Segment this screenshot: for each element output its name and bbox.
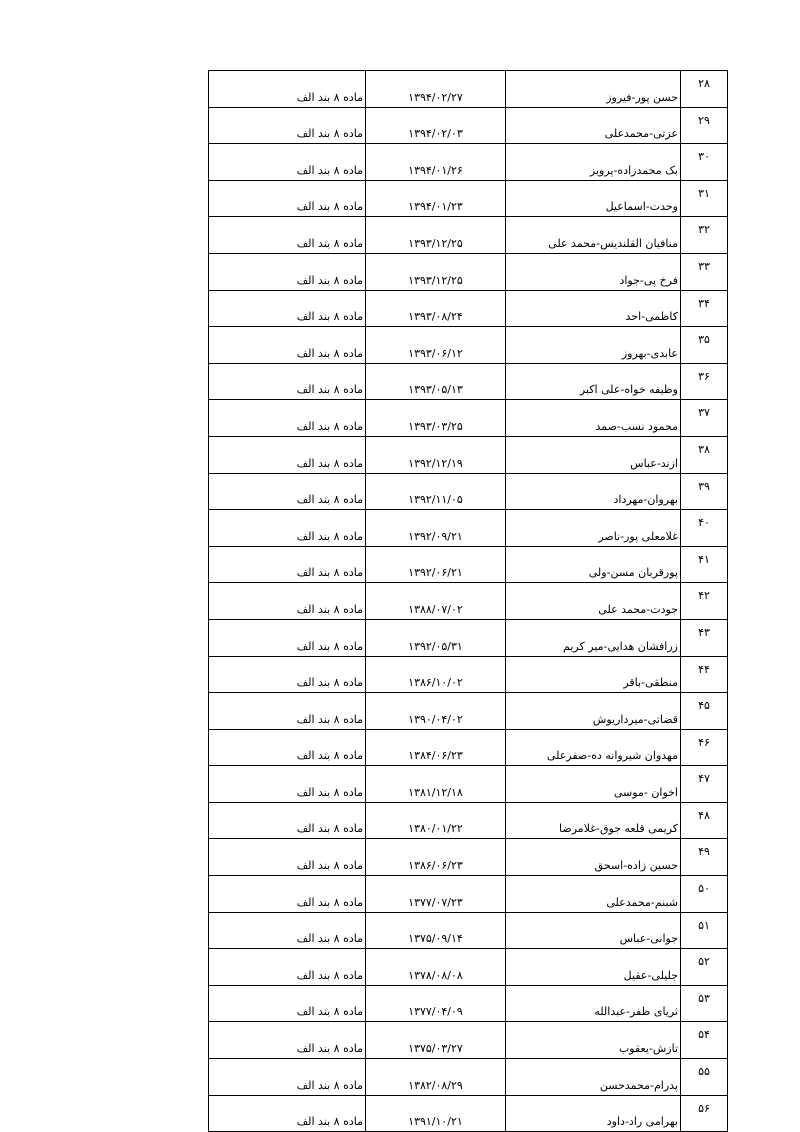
record-date: ۱۳۹۳/۰۵/۱۳ <box>366 363 506 400</box>
records-table-body <box>209 71 728 1132</box>
law-article: ماده ۸ بند الف <box>209 180 366 217</box>
table-row <box>209 876 728 913</box>
law-article: ماده ۸ بند الف <box>209 985 366 1022</box>
record-date: ۱۳۸۰/۰۱/۲۲ <box>366 802 506 839</box>
row-number: ۲۹ <box>681 107 728 144</box>
table-row <box>209 253 728 290</box>
row-number: ۵۱ <box>681 912 728 949</box>
row-number: ۴۳ <box>681 619 728 656</box>
law-article: ماده ۸ بند الف <box>209 839 366 876</box>
person-name: پورقربان مسن-ولی <box>506 546 681 583</box>
row-number: ۵۴ <box>681 1022 728 1059</box>
row-number: ۵۶ <box>681 1095 728 1132</box>
record-date: ۱۳۹۲/۰۹/۲۱ <box>366 510 506 547</box>
row-number: ۴۹ <box>681 839 728 876</box>
table-row <box>209 436 728 473</box>
record-date: ۱۳۹۲/۰۶/۲۱ <box>366 546 506 583</box>
row-number: ۴۰ <box>681 510 728 547</box>
person-name: بک محمدزاده-پرویز <box>506 144 681 181</box>
law-article: ماده ۸ بند الف <box>209 912 366 949</box>
record-date: ۱۳۹۰/۰۴/۰۲ <box>366 693 506 730</box>
record-date: ۱۳۸۸/۰۷/۰۲ <box>366 583 506 620</box>
person-name: کریمی قلعه جوق-غلامرضا <box>506 802 681 839</box>
person-name: حسن پور-فیروز <box>506 71 681 108</box>
table-row <box>209 217 728 254</box>
table-row <box>209 985 728 1022</box>
record-date: ۱۳۷۵/۰۳/۲۷ <box>366 1022 506 1059</box>
law-article: ماده ۸ بند الف <box>209 1095 366 1132</box>
row-number: ۵۲ <box>681 949 728 986</box>
person-name: جوانی-عباس <box>506 912 681 949</box>
row-number: ۵۳ <box>681 985 728 1022</box>
record-date: ۱۳۹۲/۱۱/۰۵ <box>366 473 506 510</box>
law-article: ماده ۸ بند الف <box>209 107 366 144</box>
table-row <box>209 949 728 986</box>
row-number: ۴۷ <box>681 766 728 803</box>
table-row <box>209 656 728 693</box>
record-date: ۱۳۹۳/۰۶/۱۲ <box>366 327 506 364</box>
table-row <box>209 583 728 620</box>
person-name: منطقی-باقر <box>506 656 681 693</box>
table-row <box>209 546 728 583</box>
record-date: ۱۳۹۴/۰۱/۲۳ <box>366 180 506 217</box>
law-article: ماده ۸ بند الف <box>209 583 366 620</box>
record-date: ۱۳۹۴/۰۱/۲۶ <box>366 144 506 181</box>
table-row <box>209 363 728 400</box>
person-name: وحدت-اسماعیل <box>506 180 681 217</box>
table-row <box>209 327 728 364</box>
law-article: ماده ۸ بند الف <box>209 693 366 730</box>
row-number: ۳۴ <box>681 290 728 327</box>
person-name: جلیلی-عقیل <box>506 949 681 986</box>
table-row <box>209 290 728 327</box>
law-article: ماده ۸ بند الف <box>209 949 366 986</box>
row-number: ۳۶ <box>681 363 728 400</box>
record-date: ۱۳۸۴/۰۶/۲۳ <box>366 729 506 766</box>
record-date: ۱۳۸۶/۱۰/۰۲ <box>366 656 506 693</box>
law-article: ماده ۸ بند الف <box>209 1022 366 1059</box>
table-row <box>209 839 728 876</box>
record-date: ۱۳۹۴/۰۲/۰۳ <box>366 107 506 144</box>
law-article: ماده ۸ بند الف <box>209 436 366 473</box>
row-number: ۳۹ <box>681 473 728 510</box>
row-number: ۳۳ <box>681 253 728 290</box>
row-number: ۳۲ <box>681 217 728 254</box>
table-row <box>209 802 728 839</box>
record-date: ۱۳۸۶/۰۶/۲۳ <box>366 839 506 876</box>
law-article: ماده ۸ بند الف <box>209 71 366 108</box>
records-table <box>208 70 728 1132</box>
row-number: ۴۱ <box>681 546 728 583</box>
record-date: ۱۳۹۱/۱۰/۲۱ <box>366 1095 506 1132</box>
record-date: ۱۳۹۲/۱۲/۱۹ <box>366 436 506 473</box>
person-name: مهدوان شیروانه ده-صفرعلی <box>506 729 681 766</box>
row-number: ۴۴ <box>681 656 728 693</box>
person-name: محمود نسب-صمد <box>506 400 681 437</box>
record-date: ۱۳۹۳/۱۲/۲۵ <box>366 253 506 290</box>
table-row <box>209 107 728 144</box>
law-article: ماده ۸ بند الف <box>209 729 366 766</box>
row-number: ۳۸ <box>681 436 728 473</box>
row-number: ۴۸ <box>681 802 728 839</box>
row-number: ۵۵ <box>681 1059 728 1096</box>
record-date: ۱۳۷۷/۰۴/۰۹ <box>366 985 506 1022</box>
row-number: ۴۶ <box>681 729 728 766</box>
record-date: ۱۳۷۷/۰۷/۲۳ <box>366 876 506 913</box>
law-article: ماده ۸ بند الف <box>209 656 366 693</box>
row-number: ۲۸ <box>681 71 728 108</box>
person-name: عزتی-محمدعلی <box>506 107 681 144</box>
law-article: ماده ۸ بند الف <box>209 400 366 437</box>
record-date: ۱۳۹۲/۰۵/۳۱ <box>366 619 506 656</box>
person-name: ازند-عباس <box>506 436 681 473</box>
law-article: ماده ۸ بند الف <box>209 802 366 839</box>
law-article: ماده ۸ بند الف <box>209 876 366 913</box>
person-name: پدرام-محمدحسن <box>506 1059 681 1096</box>
row-number: ۵۰ <box>681 876 728 913</box>
table-row <box>209 1022 728 1059</box>
law-article: ماده ۸ بند الف <box>209 144 366 181</box>
record-date: ۱۳۹۴/۰۲/۲۷ <box>366 71 506 108</box>
law-article: ماده ۸ بند الف <box>209 1059 366 1096</box>
table-row <box>209 1059 728 1096</box>
person-name: منافیان القلندیس-محمد علی <box>506 217 681 254</box>
person-name: زرافشان هدایی-میر کریم <box>506 619 681 656</box>
person-name: حسین زاده-اسحق <box>506 839 681 876</box>
law-article: ماده ۸ بند الف <box>209 546 366 583</box>
law-article: ماده ۸ بند الف <box>209 290 366 327</box>
table-row <box>209 912 728 949</box>
person-name: شبنم-محمدعلی <box>506 876 681 913</box>
record-date: ۱۳۹۳/۰۸/۲۴ <box>366 290 506 327</box>
table-row <box>209 144 728 181</box>
record-date: ۱۳۷۵/۰۹/۱۴ <box>366 912 506 949</box>
table-row <box>209 510 728 547</box>
person-name: بهروان-مهرداد <box>506 473 681 510</box>
row-number: ۴۲ <box>681 583 728 620</box>
table-row <box>209 400 728 437</box>
record-date: ۱۳۷۸/۰۸/۰۸ <box>366 949 506 986</box>
person-name: بهرامی راد-داود <box>506 1095 681 1132</box>
person-name: ثریای ظفر-عبدالله <box>506 985 681 1022</box>
law-article: ماده ۸ بند الف <box>209 217 366 254</box>
law-article: ماده ۸ بند الف <box>209 766 366 803</box>
table-row <box>209 71 728 108</box>
row-number: ۳۱ <box>681 180 728 217</box>
law-article: ماده ۸ بند الف <box>209 619 366 656</box>
person-name: اخوان -موسی <box>506 766 681 803</box>
table-row <box>209 766 728 803</box>
table-row <box>209 693 728 730</box>
person-name: فرخ پی-جواد <box>506 253 681 290</box>
table-row <box>209 619 728 656</box>
law-article: ماده ۸ بند الف <box>209 253 366 290</box>
row-number: ۳۰ <box>681 144 728 181</box>
person-name: تازش-یعقوب <box>506 1022 681 1059</box>
law-article: ماده ۸ بند الف <box>209 363 366 400</box>
person-name: قضاتی-میرداریوش <box>506 693 681 730</box>
record-date: ۱۳۹۳/۱۲/۲۵ <box>366 217 506 254</box>
person-name: وظیفه خواه-علی اکبر <box>506 363 681 400</box>
table-row <box>209 473 728 510</box>
record-date: ۱۳۹۳/۰۳/۲۵ <box>366 400 506 437</box>
table-row <box>209 729 728 766</box>
table-row <box>209 1095 728 1132</box>
person-name: کاظمی-احد <box>506 290 681 327</box>
row-number: ۴۵ <box>681 693 728 730</box>
person-name: جودت-محمد علی <box>506 583 681 620</box>
law-article: ماده ۸ بند الف <box>209 510 366 547</box>
law-article: ماده ۸ بند الف <box>209 327 366 364</box>
row-number: ۳۷ <box>681 400 728 437</box>
record-date: ۱۳۸۲/۰۸/۲۹ <box>366 1059 506 1096</box>
law-article: ماده ۸ بند الف <box>209 473 366 510</box>
person-name: عابدی-بهروز <box>506 327 681 364</box>
person-name: غلامعلی پور-ناصر <box>506 510 681 547</box>
record-date: ۱۳۸۱/۱۲/۱۸ <box>366 766 506 803</box>
row-number: ۳۵ <box>681 327 728 364</box>
table-row <box>209 180 728 217</box>
